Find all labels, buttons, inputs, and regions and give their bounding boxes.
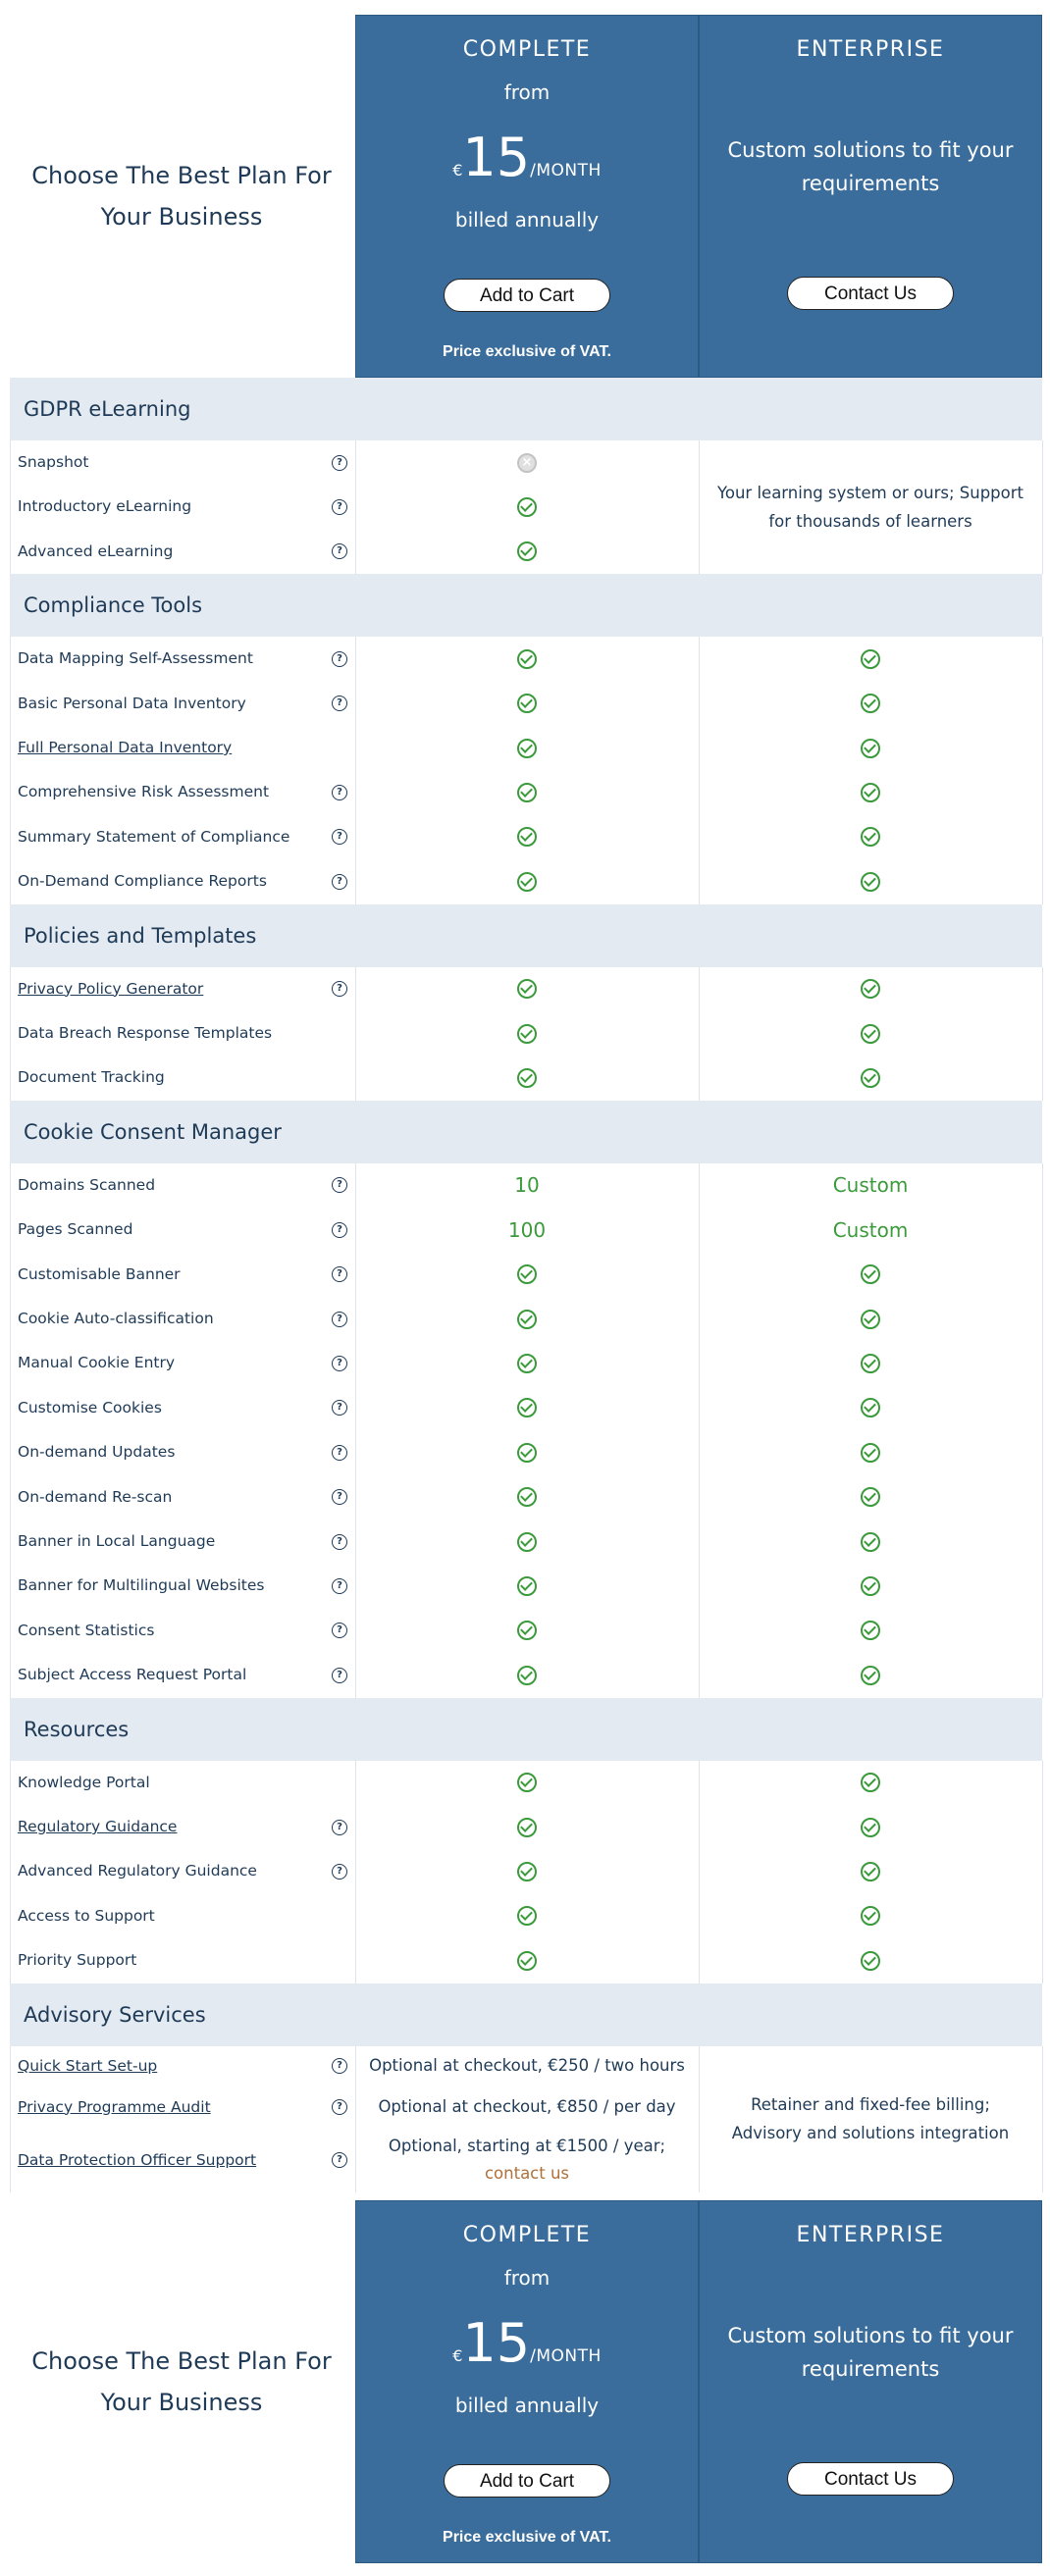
enterprise-cell	[699, 682, 1042, 726]
column-divider	[355, 637, 356, 903]
check-icon	[861, 1310, 880, 1329]
feature-label: Banner in Local Language	[18, 1532, 216, 1550]
feature-label: Knowledge Portal	[18, 1773, 150, 1791]
feature-label[interactable]: Privacy Policy Generator	[18, 979, 204, 998]
feature-label[interactable]: Privacy Programme Audit	[18, 2097, 211, 2116]
complete-cell	[355, 1475, 699, 1520]
check-icon	[861, 872, 880, 892]
enterprise-cell	[699, 1761, 1042, 1805]
feature-row	[10, 1297, 1042, 1341]
check-icon	[517, 1951, 537, 1971]
complete-cell	[355, 967, 699, 1011]
plan-complete-card	[355, 15, 699, 378]
check-icon	[517, 1264, 537, 1284]
add-to-cart-button[interactable]: Add to Cart	[444, 279, 610, 312]
complete-cell	[355, 1938, 699, 1983]
plan-complete-name: COMPLETE	[462, 37, 592, 62]
complete-cell	[355, 485, 699, 529]
help-icon[interactable]: ?	[332, 651, 347, 667]
feature-row	[10, 1805, 1042, 1849]
column-divider	[1042, 440, 1043, 574]
complete-cell	[355, 726, 699, 770]
help-icon[interactable]: ?	[332, 1222, 347, 1238]
feature-label: Subject Access Request Portal	[18, 1666, 247, 1684]
enterprise-cell	[699, 1475, 1042, 1520]
complete-cell	[355, 770, 699, 814]
column-divider	[1042, 1761, 1043, 1984]
check-icon	[861, 827, 880, 847]
check-icon	[517, 1487, 537, 1507]
feature-row	[10, 1653, 1042, 1697]
feature-row	[10, 1520, 1042, 1564]
check-icon	[517, 1906, 537, 1926]
feature-row	[10, 1849, 1042, 1893]
help-icon[interactable]: ?	[332, 785, 347, 800]
plan-enterprise-card	[699, 15, 1042, 378]
complete-cell	[355, 1761, 699, 1805]
complete-cell	[355, 1849, 699, 1893]
enterprise-cell	[699, 1805, 1042, 1849]
check-icon	[861, 1487, 880, 1507]
feature-label: Manual Cookie Entry	[18, 1354, 176, 1372]
complete-cell	[355, 1386, 699, 1430]
help-icon[interactable]: ?	[332, 1578, 347, 1594]
feature-label: On-Demand Compliance Reports	[18, 872, 267, 891]
check-icon	[861, 1621, 880, 1640]
plan-complete-card	[355, 2200, 699, 2563]
column-divider	[699, 967, 700, 1101]
feature-label: Pages Scanned	[18, 1220, 133, 1239]
advisory-price: Optional at checkout, €850 / per day	[378, 2096, 676, 2116]
feature-row	[10, 1386, 1042, 1430]
vat-note: Price exclusive of VAT.	[443, 2529, 611, 2546]
feature-row	[10, 637, 1042, 681]
help-icon[interactable]: ?	[332, 1356, 347, 1371]
check-icon	[861, 1532, 880, 1552]
feature-label: Banner for Multilingual Websites	[18, 1576, 265, 1595]
feature-label: Snapshot	[18, 453, 89, 471]
advisory-price: Optional, starting at €1500 / year;	[388, 2137, 666, 2156]
check-icon	[861, 694, 880, 713]
feature-label: Advanced Regulatory Guidance	[18, 1862, 257, 1880]
check-icon	[517, 1773, 537, 1792]
feature-row	[10, 1894, 1042, 1938]
plan-complete-name: COMPLETE	[462, 2223, 592, 2247]
feature-row	[10, 1341, 1042, 1385]
column-divider	[355, 2046, 356, 2192]
contact-us-button[interactable]: Contact Us	[787, 277, 954, 310]
check-icon	[517, 1862, 537, 1881]
help-icon[interactable]: ?	[332, 1266, 347, 1282]
check-icon	[517, 497, 537, 517]
enterprise-cell	[699, 1253, 1042, 1297]
help-icon[interactable]: ?	[332, 696, 347, 711]
help-icon[interactable]: ?	[332, 1864, 347, 1880]
help-icon[interactable]: ?	[332, 981, 347, 997]
column-divider	[355, 1761, 356, 1984]
column-divider	[355, 967, 356, 1101]
check-icon	[861, 739, 880, 758]
feature-row	[10, 1475, 1042, 1520]
check-icon	[517, 1576, 537, 1596]
complete-advisory-text	[355, 2133, 699, 2188]
feature-label: Advanced eLearning	[18, 541, 174, 560]
complete-cell	[355, 1341, 699, 1385]
enterprise-cell	[699, 1341, 1042, 1385]
enterprise-cell	[699, 770, 1042, 814]
section-header-advisory-services: Advisory Services	[10, 1984, 1042, 2046]
check-icon	[861, 1398, 880, 1417]
column-divider	[699, 637, 700, 903]
feature-label: Cookie Auto-classification	[18, 1310, 214, 1327]
check-icon	[517, 1068, 537, 1088]
plan-complete-from: from	[503, 2266, 551, 2290]
complete-cell	[355, 637, 699, 681]
column-divider	[355, 440, 356, 574]
enterprise-cell	[699, 1653, 1042, 1697]
feature-value: 10	[514, 1173, 540, 1198]
complete-cell	[355, 1894, 699, 1938]
feature-row	[10, 1761, 1042, 1805]
feature-label: Consent Statistics	[18, 1621, 155, 1639]
feature-label: Introductory eLearning	[18, 497, 192, 516]
complete-cell	[355, 1297, 699, 1341]
complete-cell	[355, 1520, 699, 1564]
check-icon	[861, 1068, 880, 1088]
complete-cell	[355, 1253, 699, 1297]
column-divider	[1042, 1163, 1043, 1698]
column-divider	[1042, 2046, 1043, 2192]
feature-label: Customise Cookies	[18, 1398, 162, 1417]
feature-row	[10, 1056, 1042, 1100]
enterprise-cell	[699, 1520, 1042, 1564]
plan-enterprise-name: ENTERPRISE	[796, 37, 945, 62]
check-icon	[861, 1666, 880, 1685]
complete-cell	[355, 1430, 699, 1474]
help-icon[interactable]: ?	[332, 1820, 347, 1835]
help-icon[interactable]: ?	[332, 1534, 347, 1550]
contact-us-button[interactable]: Contact Us	[787, 2462, 954, 2496]
enterprise-cell	[699, 1056, 1042, 1100]
column-divider	[10, 637, 11, 903]
feature-label: Basic Personal Data Inventory	[18, 694, 246, 712]
feature-label: Access to Support	[18, 1906, 155, 1925]
check-icon	[517, 979, 537, 999]
column-divider	[355, 1163, 356, 1698]
help-icon[interactable]: ?	[332, 1623, 347, 1638]
check-icon	[861, 1264, 880, 1284]
enterprise-cell	[699, 1208, 1042, 1252]
plan-enterprise-name: ENTERPRISE	[796, 2223, 945, 2247]
complete-cell	[355, 1163, 699, 1208]
complete-cell	[355, 1208, 699, 1252]
choose-plan-title: Choose The Best Plan For Your Business	[31, 2347, 332, 2416]
feature-row	[10, 1208, 1042, 1252]
enterprise-cell	[699, 815, 1042, 859]
complete-cell	[355, 1609, 699, 1653]
complete-cell	[355, 530, 699, 574]
help-icon[interactable]: ?	[332, 499, 347, 515]
help-icon[interactable]: ?	[332, 829, 347, 845]
column-divider	[1042, 967, 1043, 1101]
check-icon	[861, 649, 880, 669]
feature-row	[10, 726, 1042, 770]
plan-complete-price	[356, 127, 698, 188]
enterprise-cell	[699, 1430, 1042, 1474]
section-header-resources: Resources	[10, 1698, 1042, 1761]
price-amount: 15	[462, 2312, 531, 2374]
check-icon	[517, 541, 537, 561]
check-icon	[861, 1951, 880, 1971]
check-icon	[517, 827, 537, 847]
check-icon	[517, 1024, 537, 1044]
check-icon	[517, 1666, 537, 1685]
feature-label[interactable]: Quick Start Set-up	[18, 2056, 158, 2075]
check-icon	[861, 1024, 880, 1044]
plan-complete-price	[356, 2312, 698, 2374]
help-icon[interactable]: ?	[332, 1177, 347, 1193]
enterprise-cell	[699, 1011, 1042, 1056]
price-amount: 15	[462, 127, 531, 188]
help-icon[interactable]: ?	[332, 455, 347, 471]
feature-row	[10, 1011, 1042, 1056]
check-icon	[517, 694, 537, 713]
feature-row	[10, 770, 1042, 814]
check-icon	[861, 1576, 880, 1596]
enterprise-cell	[699, 637, 1042, 681]
feature-label: Document Tracking	[18, 1068, 165, 1087]
help-icon[interactable]: ?	[332, 2152, 347, 2168]
check-icon	[861, 1443, 880, 1463]
complete-cell	[355, 1805, 699, 1849]
feature-row	[10, 1938, 1042, 1983]
vat-note: Price exclusive of VAT.	[443, 343, 611, 360]
check-icon	[517, 1398, 537, 1417]
complete-cell	[355, 815, 699, 859]
x-icon: ×	[517, 453, 537, 473]
feature-label: Priority Support	[18, 1951, 137, 1970]
plan-header-bottom	[0, 2200, 1050, 2563]
check-icon	[517, 739, 537, 758]
check-icon	[861, 1818, 880, 1837]
check-icon	[861, 1773, 880, 1792]
check-icon	[517, 783, 537, 802]
complete-cell	[355, 1011, 699, 1056]
help-icon[interactable]: ?	[332, 1445, 347, 1461]
column-divider	[10, 1761, 11, 1984]
complete-cell	[355, 1056, 699, 1100]
check-icon	[517, 1310, 537, 1329]
check-icon	[517, 649, 537, 669]
help-icon[interactable]: ?	[332, 1312, 347, 1327]
enterprise-merged-text: Retainer and fixed-fee billing; Advisory and solutions integration	[731, 2095, 1010, 2143]
column-divider	[699, 440, 700, 574]
feature-row	[10, 1564, 1042, 1608]
column-divider	[699, 1163, 700, 1698]
plan-complete-billed: billed annually	[454, 208, 600, 232]
complete-cell	[355, 1564, 699, 1608]
feature-label: Domains Scanned	[18, 1175, 156, 1194]
price-period: /MONTH	[530, 2346, 602, 2366]
help-icon[interactable]: ?	[332, 1489, 347, 1505]
price-currency: €	[452, 2346, 463, 2365]
plan-complete-billed: billed annually	[454, 2394, 600, 2417]
complete-advisory-text	[368, 2093, 685, 2121]
plan-enterprise-description: Custom solutions to fit your requirements	[727, 2324, 1014, 2381]
section-header-policies-and-templates: Policies and Templates	[10, 904, 1042, 967]
enterprise-cell	[699, 1163, 1042, 1208]
help-icon[interactable]: ?	[332, 874, 347, 890]
check-icon	[861, 979, 880, 999]
feature-label: On-demand Re-scan	[18, 1487, 173, 1506]
complete-cell	[355, 682, 699, 726]
complete-cell	[355, 440, 699, 485]
choose-plan-title: Choose The Best Plan For Your Business	[31, 162, 332, 231]
check-icon	[861, 783, 880, 802]
enterprise-cell	[699, 1386, 1042, 1430]
feature-label: Customisable Banner	[18, 1264, 181, 1283]
help-icon[interactable]: ?	[332, 1400, 347, 1416]
check-icon	[517, 1818, 537, 1837]
add-to-cart-button[interactable]: Add to Cart	[444, 2464, 610, 2498]
feature-label: On-demand Updates	[18, 1443, 176, 1462]
enterprise-cell	[699, 1894, 1042, 1938]
enterprise-cell	[699, 1297, 1042, 1341]
plan-enterprise-card	[699, 2200, 1042, 2563]
complete-cell	[355, 1653, 699, 1697]
feature-row	[10, 1430, 1042, 1474]
feature-row	[10, 1609, 1042, 1653]
advisory-price: Optional at checkout, €250 / two hours	[369, 2055, 685, 2075]
feature-row	[10, 967, 1042, 1011]
feature-row	[10, 859, 1042, 903]
feature-label: Comprehensive Risk Assessment	[18, 783, 270, 801]
enterprise-cell	[699, 1609, 1042, 1653]
check-icon	[517, 1443, 537, 1463]
feature-row	[10, 815, 1042, 859]
feature-value: Custom	[832, 1217, 909, 1242]
plan-enterprise-description: Custom solutions to fit your requirements	[727, 138, 1014, 195]
column-divider	[10, 2046, 11, 2192]
check-icon	[517, 1532, 537, 1552]
enterprise-cell	[699, 967, 1042, 1011]
feature-row	[10, 1163, 1042, 1208]
contact-us-link[interactable]: contact us	[484, 2164, 570, 2184]
enterprise-cell	[699, 1564, 1042, 1608]
check-icon	[517, 1354, 537, 1373]
feature-label: Data Breach Response Templates	[18, 1024, 273, 1042]
price-period: /MONTH	[530, 161, 602, 180]
feature-value: 100	[507, 1217, 547, 1242]
feature-label: Summary Statement of Compliance	[18, 827, 290, 846]
plan-complete-from: from	[503, 80, 551, 104]
feature-row	[10, 682, 1042, 726]
feature-label[interactable]: Data Protection Officer Support	[18, 2150, 257, 2169]
column-divider	[699, 2046, 700, 2192]
feature-value: Custom	[832, 1173, 909, 1198]
complete-advisory-text	[359, 2052, 695, 2080]
complete-cell	[355, 859, 699, 903]
enterprise-cell	[699, 1849, 1042, 1893]
column-divider	[10, 440, 11, 574]
feature-label: Data Mapping Self-Assessment	[18, 649, 253, 668]
section-header-gdpr-elearning: GDPR eLearning	[10, 378, 1042, 440]
help-icon[interactable]: ?	[332, 2058, 347, 2074]
check-icon	[517, 1621, 537, 1640]
check-icon	[861, 1354, 880, 1373]
feature-label[interactable]: Full Personal Data Inventory	[18, 739, 233, 756]
check-icon	[861, 1862, 880, 1881]
enterprise-cell	[699, 859, 1042, 903]
column-divider	[699, 1761, 700, 1984]
check-icon	[517, 872, 537, 892]
check-icon	[861, 1906, 880, 1926]
enterprise-cell	[699, 726, 1042, 770]
enterprise-cell	[699, 1938, 1042, 1983]
feature-label[interactable]: Regulatory Guidance	[18, 1818, 178, 1835]
complete-cell	[355, 2046, 699, 2086]
help-icon[interactable]: ?	[332, 1668, 347, 1683]
section-header-compliance-tools: Compliance Tools	[10, 574, 1042, 637]
feature-row	[10, 1253, 1042, 1297]
price-currency: €	[452, 161, 463, 180]
enterprise-merged-text: Your learning system or ours; Support for thousands of learners	[716, 484, 1024, 532]
help-icon[interactable]: ?	[332, 2099, 347, 2115]
column-divider	[10, 967, 11, 1101]
plan-header-top	[0, 15, 1050, 378]
column-divider	[1042, 637, 1043, 903]
complete-cell	[355, 2129, 699, 2192]
complete-cell	[355, 2086, 699, 2129]
help-icon[interactable]: ?	[332, 543, 347, 559]
section-header-cookie-consent-manager: Cookie Consent Manager	[10, 1101, 1042, 1163]
column-divider	[10, 1163, 11, 1698]
